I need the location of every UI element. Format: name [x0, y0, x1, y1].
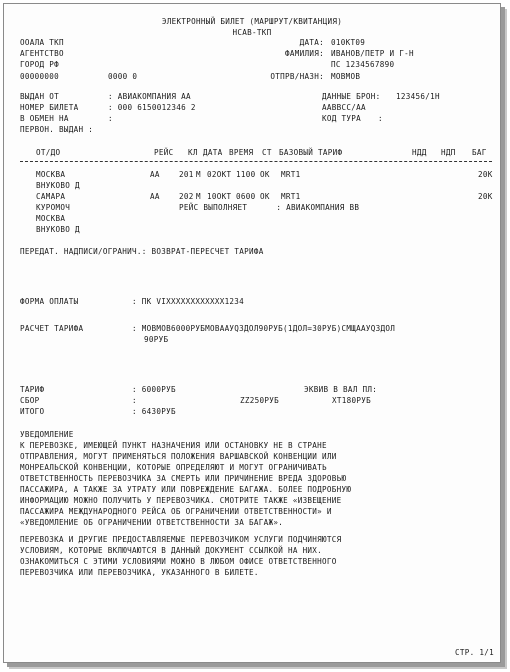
notice-line: ОТПРАВЛЕНИЯ, МОГУТ ПРИМЕНЯТЬСЯ ПОЛОЖЕНИЯ ВАРШАВСКОЙ КОНВЕНЦИИ ИЛИ [20, 452, 337, 461]
booking-value: 123456/1Н [396, 92, 440, 101]
segment-origin: САМАРА [36, 192, 66, 201]
ticket-number-label: НОМЕР БИЛЕТА [20, 103, 79, 112]
segment-status: ОК [260, 192, 270, 201]
segment-airline: АА [150, 192, 160, 201]
notice-line: ПАССАЖИРА МЕЖДУНАРОДНОГО РЕЙСА ОБ ОГРАНИЧЕНИИ ОТВЕТСТВЕННОСТИ» И [20, 507, 332, 516]
segment-airline: АА [150, 170, 160, 179]
fare-calc-label: РАСЧЕТ ТАРИФА [20, 324, 84, 333]
exchange-value: : [108, 114, 113, 123]
col-date: ДАТА [203, 148, 223, 157]
booking-label: ДАННЫЕ БРОН: [322, 92, 381, 101]
tour-code-label: КОД ТУРА [322, 114, 361, 123]
endorsement-restrictions: ПЕРЕДАТ. НАДПИСИ/ОГРАНИЧ.: ВОЗВРАТ-ПЕРЕСЧЕТ ТАРИФА [20, 247, 264, 256]
equiv-currency-label: ЭКВИВ В ВАЛ ПЛ: [304, 385, 378, 394]
payment-form-label: ФОРМА ОПЛАТЫ [20, 297, 79, 306]
total-value: : 6430РУБ [132, 407, 176, 416]
exchange-label: В ОБМЕН НА [20, 114, 69, 123]
fare-calc-line2: 90РУБ [144, 335, 169, 344]
col-time: ВРЕМЯ [229, 148, 254, 157]
ticket-document [3, 3, 501, 663]
segment-time: 1100 [236, 170, 256, 179]
passenger-name: ИВАНОВ/ПЕТР И Г-Н [331, 49, 414, 58]
page-number: СТР. 1/1 [455, 648, 494, 657]
segment-destination: МОСКВА [36, 214, 66, 223]
city-label: ГОРОД РФ [20, 60, 59, 69]
payment-form-value: : ПК VIXXXXXXXXXXXX1234 [132, 297, 245, 306]
segment-fare-basis: MRT1 [281, 192, 301, 201]
segment-time: 0600 [236, 192, 256, 201]
agency-code: 00000000 [20, 72, 59, 81]
segment-baggage: 20К [478, 170, 493, 179]
notice-line: «УВЕДОМЛЕНИЕ ОБ ОГРАНИЧЕНИИ ОТВЕТСТВЕННОСТИ ЗА БАГАЖ». [20, 518, 284, 527]
col-ndp: НДП [441, 148, 456, 157]
document-title: ЭЛЕКТРОННЫЙ БИЛЕТ (МАРШРУТ/КВИТАНЦИЯ) [161, 17, 343, 26]
record-locator: ААВВСС/АА [322, 103, 366, 112]
total-label: ИТОГО [20, 407, 45, 416]
col-status: СТ [262, 148, 272, 157]
segment-destination-airport: ВНУКОВО Д [36, 225, 80, 234]
segment-class: М [196, 192, 201, 201]
conditions-line: ОЗНАКОМИТЬСЯ С ЭТИМИ УСЛОВИЯМИ МОЖНО В ЛЮБОМ ОФИСЕ ОТВЕТСТВЕННОГО [20, 557, 337, 566]
segment-origin: МОСКВА [36, 170, 66, 179]
segment-status: ОК [260, 170, 270, 179]
tax-label: СБОР [20, 396, 40, 405]
segment-origin-airport: ВНУКОВО Д [36, 181, 80, 190]
table-divider [20, 161, 492, 162]
operating-carrier-note: РЕЙС ВЫПОЛНЯЕТ : АВИАКОМПАНИЯ ВВ [179, 203, 360, 212]
tour-code-value: : [378, 114, 383, 123]
segment-baggage: 20К [478, 192, 493, 201]
segment-origin-airport: КУРОМОЧ [36, 203, 71, 212]
col-ndd: НДД [412, 148, 427, 157]
tax-colon: : [132, 396, 137, 405]
route-value: МОВМОВ [331, 72, 361, 81]
col-base-fare: БАЗОВЫЙ ТАРИФ [279, 148, 343, 157]
fare-label: ТАРИФ [20, 385, 45, 394]
col-class: КЛ [188, 148, 198, 157]
notice-line: ПАССАЖИРА, А ТАКЖЕ ЗА УТРАТУ ИЛИ ПОВРЕЖДЕНИЕ БАГАЖА. БОЛЕЕ ПОДРОБНУЮ [20, 485, 352, 494]
conditions-line: ПЕРЕВОЗЧИКА ИЛИ ПЕРЕВОЗЧИКА, УКАЗАННОГО В БИЛЕТЕ. [20, 568, 259, 577]
tax-xt: ХТ180РУБ [332, 396, 371, 405]
col-flight: РЕЙС [154, 148, 174, 157]
ticket-number-value: : 000 6150012346 2 [108, 103, 196, 112]
route-label: ОТПРВ/НАЗН: [270, 72, 324, 81]
surname-label: ФАМИЛИЯ: [285, 49, 324, 58]
agency-label: АГЕНТСТВО [20, 49, 64, 58]
passport-number: ПС 1234567890 [331, 60, 395, 69]
issued-by-value: : АВИАКОМПАНИЯ АА [108, 92, 191, 101]
notice-line: ОТВЕТСТВЕННОСТЬ ПЕРЕВОЗЧИКА ЗА СМЕРТЬ ИЛИ ПРИЧИНЕНИЕ ВРЕДА ЗДОРОВЬЮ [20, 474, 347, 483]
col-baggage: БАГ [472, 148, 487, 157]
segment-date: 10ОКТ [207, 192, 232, 201]
notice-line: К ПЕРЕВОЗКЕ, ИМЕЮЩЕЙ ПУНКТ НАЗНАЧЕНИЯ ИЛИ ОСТАНОВКУ НЕ В СТРАНЕ [20, 441, 327, 450]
segment-flight: 201 [179, 170, 194, 179]
notice-line: МОНРЕАЛЬСКОЙ КОНВЕНЦИИ, КОТОРЫЕ ОПРЕДЕЛЯЮТ И МОГУТ ОГРАНИЧИВАТЬ [20, 463, 327, 472]
agency-subcode: 0000 0 [108, 72, 138, 81]
date-label: ДАТА: [299, 38, 324, 47]
notice-line: ИНФОРМАЦИЮ МОЖНО ПОЛУЧИТЬ У ПЕРЕВОЗЧИКА. СМОТРИТЕ ТАКЖЕ «ИЗВЕЩЕНИЕ [20, 496, 342, 505]
conditions-line: УСЛОВИЯМ, КОТОРЫЕ ВКЛЮЧАЮТСЯ В ДАННЫЙ ДОКУМЕНТ ССЫЛКОЙ НА НИХ. [20, 546, 323, 555]
notice-heading: УВЕДОМЛЕНИЕ [20, 430, 74, 439]
issued-by-label: ВЫДАН ОТ [20, 92, 59, 101]
fare-value: : 6000РУБ [132, 385, 176, 394]
fare-calc-line1: : МОВМОВ6000РУБМОВААУQЗДОЛ90РУБ(1ДОЛ=30РУБ)СМЩААУQЗДОЛ [132, 324, 396, 333]
tax-zz: ZZ250РУБ [240, 396, 279, 405]
col-from-to: ОТ/ДО [36, 148, 61, 157]
segment-flight: 202 [179, 192, 194, 201]
segment-class: М [196, 170, 201, 179]
date-value: 010КТ09 [331, 38, 366, 47]
segment-date: 02ОКТ [207, 170, 232, 179]
office-code: ООАЛА ТКП [20, 38, 64, 47]
segment-fare-basis: MRT1 [281, 170, 301, 179]
conditions-line: ПЕРЕВОЗКА И ДРУГИЕ ПРЕДОСТАВЛЯЕМЫЕ ПЕРЕВОЗЧИКОМ УСЛУГИ ПОДЧИНЯЮТСЯ [20, 535, 342, 544]
first-issued-label: ПЕРВОН. ВЫДАН : [20, 125, 94, 134]
document-subtitle: НСАВ-ТКП [232, 28, 272, 37]
